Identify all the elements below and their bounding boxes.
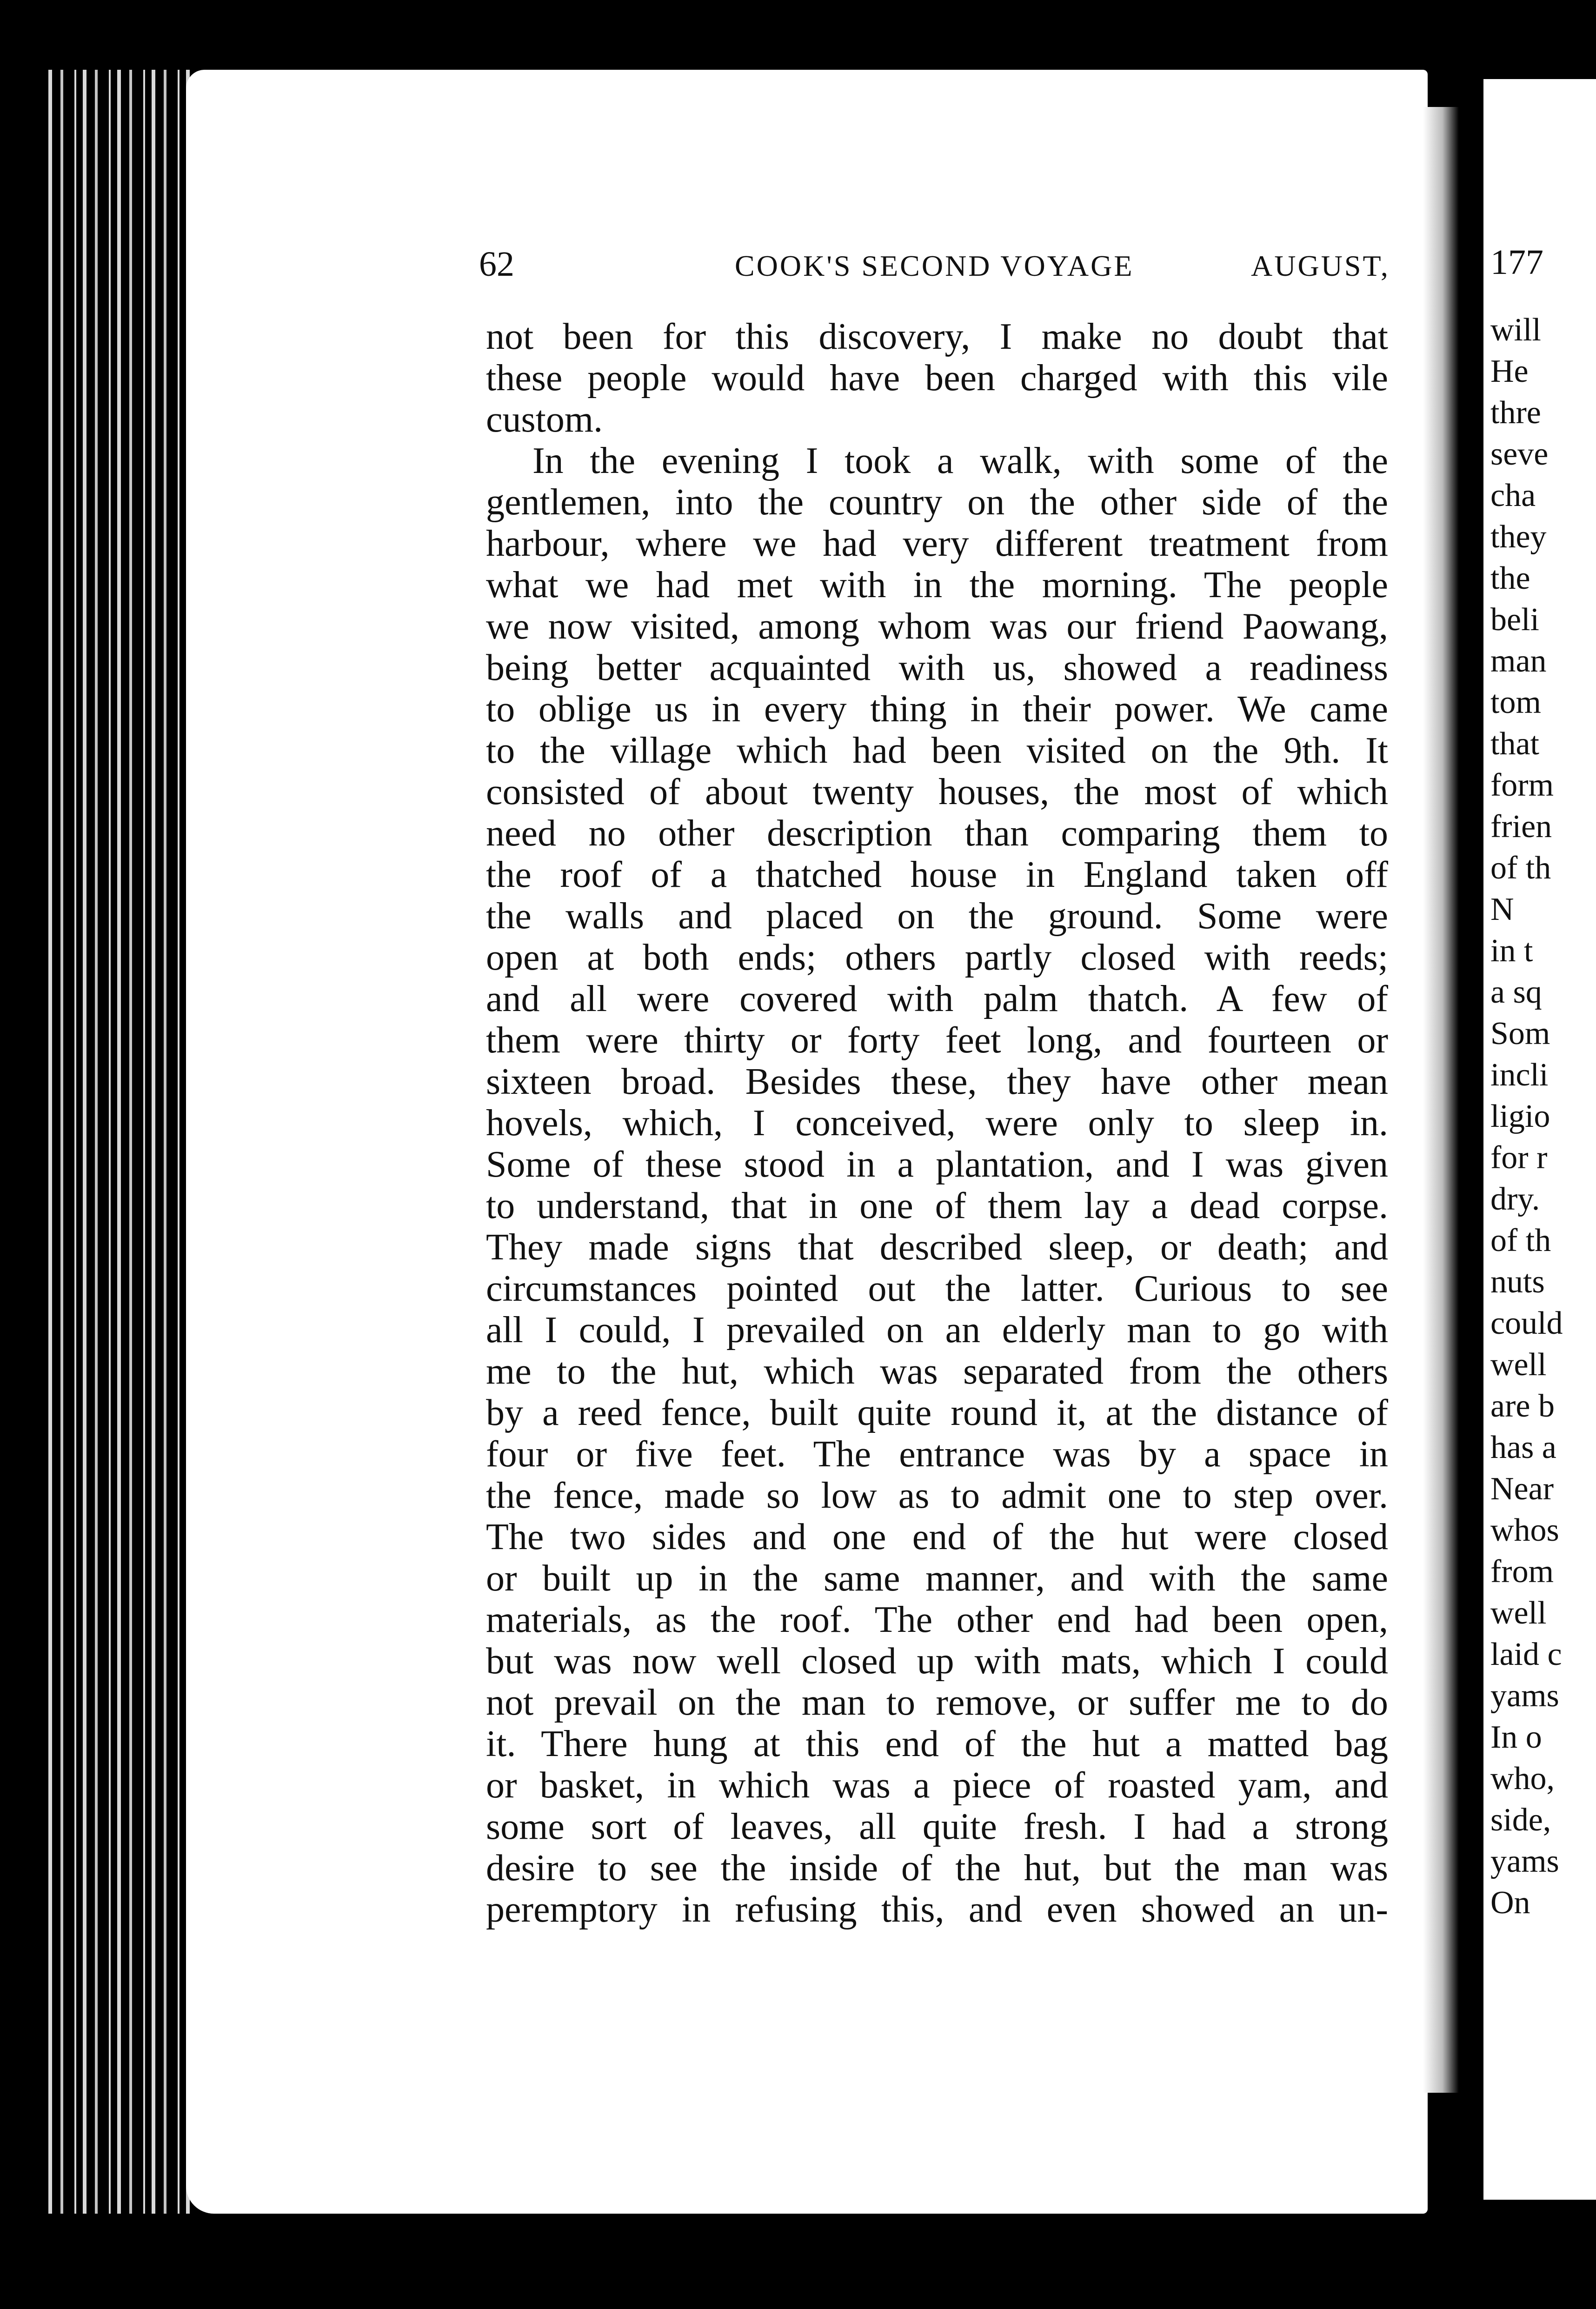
facing-page-line: Near [1490,1471,1554,1507]
facing-page-line: will [1490,312,1541,348]
facing-page-line: in t [1490,933,1533,969]
running-title: COOK'S SECOND VOYAGE [735,249,1134,282]
facing-page-line: could [1490,1305,1563,1341]
text-line: what we had met with in the morning. The people [486,565,1388,606]
text-line: to the village which had been visited on the 9th. It [486,730,1388,771]
body-text [486,316,1388,1930]
facing-page-line: side, [1490,1802,1551,1838]
facing-page-line: from [1490,1554,1554,1590]
text-line: Some of these stood in a plantation, and I was given [486,1144,1388,1185]
facing-page-line: On [1490,1885,1530,1921]
text-line: hovels, which, I conceived, were only to sleep in. [486,1103,1388,1144]
facing-page-line: the [1490,560,1530,596]
facing-page-line: yams [1490,1678,1559,1714]
facing-page-line: man [1490,643,1547,679]
text-line: gentlemen, into the country on the other side of the [486,482,1388,523]
text-line: by a reed fence, built quite round it, at the distance of [486,1392,1388,1433]
text-line: the walls and placed on the ground. Some were [486,896,1388,937]
facing-page-line: thre [1490,395,1541,431]
text-line: we now visited, among whom was our friend Paowang, [486,606,1388,647]
text-line: to oblige us in every thing in their power. We came [486,689,1388,730]
facing-page-line: that [1490,726,1539,762]
facing-page-line: are b [1490,1388,1555,1424]
header-month: AUGUST, [1251,249,1390,282]
text-line: some sort of leaves, all quite fresh. I had a strong [486,1806,1388,1847]
page-number: 62 [479,245,514,284]
text-line: them were thirty or forty feet long, and fourteen or [486,1020,1388,1061]
text-line: the roof of a thatched house in England taken off [486,854,1388,895]
facing-page-line: seve [1490,436,1549,472]
facing-page-line: He [1490,353,1529,389]
facing-page-line: whos [1490,1512,1559,1548]
facing-page-line: who, [1490,1761,1555,1797]
text-line: not been for this discovery, I make no doubt that [486,316,1388,357]
facing-page-line: form [1490,767,1554,803]
facing-page-line: N [1490,892,1514,927]
facing-page-line: yams [1490,1843,1559,1879]
text-line: being better acquainted with us, showed a readiness [486,647,1388,688]
text-line: custom. [486,399,603,440]
facing-page-line: well [1490,1595,1547,1631]
text-line: to understand, that in one of them lay a dead corpse. [486,1185,1388,1226]
text-line: these people would have been charged with this vile [486,358,1388,399]
facing-page-line: a sq [1490,974,1542,1010]
text-line: it. There hung at this end of the hut a matted bag [486,1723,1388,1764]
text-line: consisted of about twenty houses, the most of which [486,772,1388,812]
book-gutter [42,70,195,2214]
facing-page-line: frien [1490,809,1552,845]
facing-page-line: tom [1490,685,1541,720]
facing-page-line: has a [1490,1430,1556,1465]
facing-page-line: well [1490,1347,1547,1383]
facing-page-line: In o [1490,1719,1542,1755]
facing-page-line: of th [1490,1223,1551,1258]
facing-page-header: 177 [1490,243,1543,282]
text-line: but was now well closed up with mats, which I could [486,1641,1388,1682]
text-line: sixteen broad. Besides these, they have other mean [486,1061,1388,1102]
text-line: They made signs that described sleep, or death; and [486,1227,1388,1268]
text-line: peremptory in refusing this, and even showed an un- [486,1889,1388,1930]
facing-page-line: beli [1490,602,1539,638]
text-line: four or five feet. The entrance was by a space in [486,1434,1388,1475]
facing-page-line: dry. [1490,1181,1540,1217]
facing-page-line: ligio [1490,1098,1550,1134]
text-line: desire to see the inside of the hut, but the man was [486,1848,1388,1889]
text-line: In the evening I took a walk, with some of the [532,440,1388,481]
facing-page-line: Som [1490,1016,1550,1051]
text-line: or basket, in which was a piece of roasted yam, and [486,1765,1388,1806]
facing-page-line: nuts [1490,1264,1545,1300]
page-fold-shadow [1423,107,1488,2093]
text-line: me to the hut, which was separated from the others [486,1351,1388,1392]
text-line: not prevail on the man to remove, or suffer me to do [486,1682,1388,1723]
facing-page-line: incli [1490,1057,1549,1093]
facing-page-line: they [1490,519,1547,555]
text-line: open at both ends; others partly closed with reeds; [486,937,1388,978]
text-line: or built up in the same manner, and with the same [486,1558,1388,1599]
text-line: circumstances pointed out the latter. Curious to see [486,1268,1388,1309]
facing-page-line: for r [1490,1140,1548,1176]
facing-page-line: of th [1490,850,1551,886]
facing-page-text [1490,242,1596,1923]
text-line: the fence, made so low as to admit one to step over. [486,1475,1388,1516]
text-line: and all were covered with palm thatch. A few of [486,978,1388,1019]
facing-page-line: cha [1490,478,1536,513]
text-line: materials, as the roof. The other end had been open, [486,1599,1388,1640]
page-header [479,244,1409,286]
text-line: need no other description than comparing them to [486,813,1388,854]
facing-page-line: laid c [1490,1637,1562,1672]
text-line: harbour, where we had very different treatment from [486,523,1388,564]
text-line: all I could, I prevailed on an elderly man to go with [486,1310,1388,1351]
text-line: The two sides and one end of the hut were closed [486,1517,1388,1557]
